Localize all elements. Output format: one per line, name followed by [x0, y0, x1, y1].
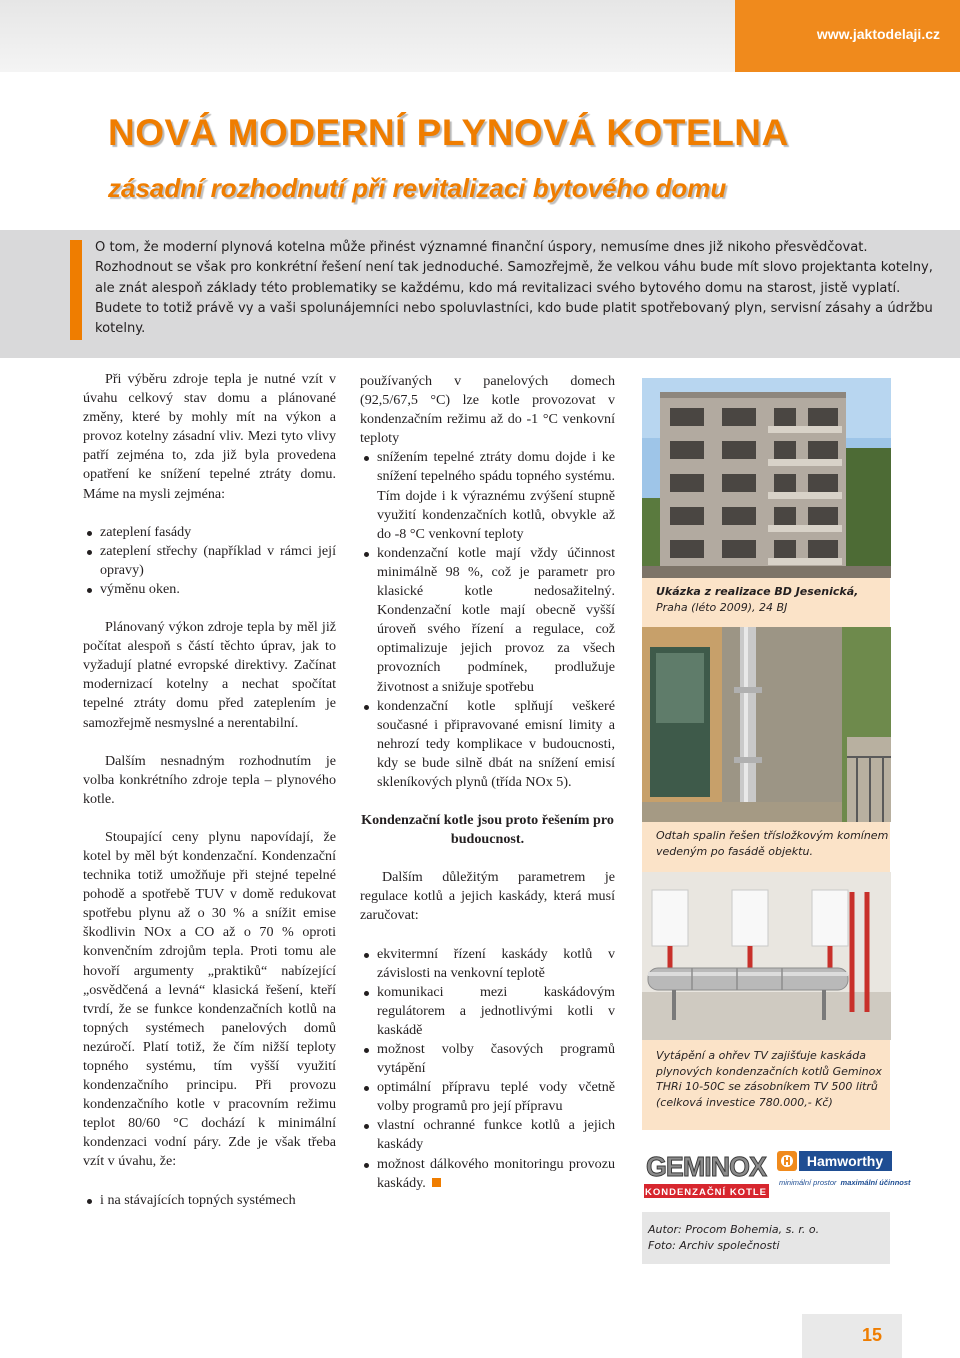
building-photo	[642, 378, 891, 578]
site-url[interactable]: www.jaktodelaji.cz	[816, 26, 940, 42]
list-item	[360, 1155, 615, 1193]
paragraph: Plánovaný výkon zdroje tepla by měl již počítat alespoň s částí těchto úprav, jak to vyžadují platné evropské direktivy. Začínat modernizací kotelny a nechat spočítat tepelné ztráty domu před zateplením je samozřejmě nesmyslné a nerentabilní.	[83, 619, 336, 731]
photo-credit: Foto: Archiv společnosti	[648, 1238, 780, 1252]
hamworthy-tagline-b: maximální účinnost	[840, 1178, 911, 1187]
list-item: i na stávajících topných systémech	[83, 1191, 336, 1210]
paragraph: Dalším nesnadným rozhodnutím je volba konkrétního zdroje tepla – plynového kotle.	[83, 752, 336, 807]
caption-line: Praha (léto 2009), 24 BJ	[656, 600, 788, 614]
boiler-cascade-photo	[642, 872, 891, 1040]
bullet-list	[360, 945, 615, 1193]
svg-text:minimální prostormaximální úči	[779, 1178, 911, 1187]
list-item: vlastní ochranné funkce kotlů a jejich kaskády	[360, 1116, 615, 1154]
list-item: možnost volby časových programů vytápění	[360, 1040, 615, 1078]
paragraph: používaných v panelových domech (92,5/67,5 °C) lze kotle provozovat v kondenzačním režimu až do -1 °C venkovní teploty	[360, 373, 615, 447]
photo-caption-1	[642, 578, 890, 627]
photo-caption-2: Odtah spalin řešen třísložkovým komínem vedeným po fasádě objektu.	[642, 822, 890, 872]
text-column-1	[83, 370, 336, 1229]
paragraph: Stoupající ceny plynu napovídají, že kotel by měl být kondenzační. Kondenzační technika totiž umožňuje při stejné tepelné pohodě a spotřebě TUV v domě redukovat spotřebu plynu až o 30 % a snížit emise škodlivin NOx a CO až o 70 % oproti konvenčním zdrojům tepla. Proti tomu ale hovoří argumenty „praktiků“ nabízející „osvědčená a levná“ klasická řešení, kteří tvrdí, že se funkce kondenzačních kotlů na topných systémech panelových domů nezúročí. Platí totiž, že čím nižší teploty topného systému, tím vyšší využití kondenzačního principu. Při provozu kondenzačního kotle v pracovním režimu teplot 80/60 °C dochází k minimální kondenzaci vodní páry. Zde je však třeba vzít v úvahu, že:	[83, 828, 336, 1170]
list-item: zateplení střechy (například v rámci její opravy)	[83, 542, 336, 580]
author-credit: Autor: Procom Bohemia, s. r. o.	[648, 1223, 820, 1236]
credits-box	[642, 1212, 890, 1264]
geminox-tagline: KONDENZAČNÍ KOTLE	[644, 1187, 768, 1198]
page-number: 15	[861, 1325, 882, 1345]
site-url-tab[interactable]	[735, 0, 960, 72]
geminox-logo	[644, 1140, 769, 1198]
lead-accent-bar	[70, 240, 82, 340]
flue-photo	[642, 627, 891, 822]
bullet-list	[83, 523, 336, 599]
paragraph: Při výběru zdroje tepla je nutné vzít v úvahu celkový stav domu a plánované změny, které by mohly mít na výkon a provoz kotelny zásadní vliv. Mezi tyto vlivy patří zejména to, zda již byla provedena opatření ke snížení tepelné ztráty domu. Máme na mysli zejména:	[83, 371, 336, 502]
list-item: zateplení fasády	[83, 523, 336, 542]
paragraph: Dalším důležitým parametrem je regulace kotlů a jejich kaskády, která musí zaručovat:	[360, 869, 615, 924]
list-item: optimální přípravu teplé vody včetně volby programů pro její přípravu	[360, 1078, 615, 1116]
section-heading: Kondenzační kotle jsou proto řešením pro budoucnost.	[361, 812, 614, 848]
caption-bold-line: Ukázka z realizace BD Jesenická,	[656, 585, 859, 598]
photo-caption-3: Vytápění a ohřev TV zajišťuje kaskáda plynových kondenzačních kotlů Geminox THRi 10-50C se zásobníkem TV 500 litrů (celková investice 780.000,- Kč)	[642, 1040, 890, 1130]
hamworthy-tagline-a: minimální prostor	[779, 1178, 837, 1187]
list-item: kondenzační kotle mají vždy účinnost minimálně 98 %, což je parametr pro klasické kotle nedosažitelný. Kondenzační kotle mají obecně vyšší úroveň svého řízení a regulace, což optimalizuje jejich provoz za všech provozních podmínek, prodlužuje životnost a snižuje spotřebu	[360, 544, 615, 697]
list-item: snížením tepelné ztráty domu dojde i ke snížení tepelného spádu topného systému. Tím dojde i k výraznému zvýšení stupně využití kondenzačních kotlů, obvykle až do -8 °C venkovní teploty	[360, 448, 615, 543]
list-item: kondenzační kotle splňují veškeré současné i připravované emisní limity a nehrozí tedy komplikace v budoucnosti, kdy se bude silně dbát na snížení emisí skleníkových plynů (třída NOx 5).	[360, 697, 615, 792]
geminox-wordmark: GEMINOX	[646, 1151, 768, 1182]
bullet-list	[83, 1191, 336, 1210]
list-item: komunikaci mezi kaskádovým regulátorem a jednotlivými kotli v kaskádě	[360, 983, 615, 1040]
hamworthy-wordmark: Hamworthy	[806, 1153, 884, 1169]
bullet-list	[360, 448, 615, 792]
list-item-text: možnost dálkového monitoringu provozu kaskády.	[377, 1155, 615, 1191]
article-subtitle: zásadní rozhodnutí při revitalizaci bytového domu	[108, 173, 727, 203]
article-title: NOVÁ MODERNÍ PLYNOVÁ KOTELNA	[108, 112, 789, 153]
page-number-box	[802, 1314, 902, 1358]
hamworthy-logo	[777, 1149, 911, 1193]
list-item: výměnu oken.	[83, 580, 336, 599]
text-column-2	[360, 372, 615, 1212]
end-of-article-mark	[432, 1178, 441, 1187]
lead-paragraph: O tom, že moderní plynová kotelna může přinést významné finanční úspory, nemusíme dnes již nikoho přesvědčovat. Rozhodnout se však pro konkrétní řešení není tak jednoduché. Samozřejmě, že velkou váhu bude mít slovo projektanta kotelny, ale znát alespoň základy této problematiky se každému, kdo má revitalizaci svého bytového domu na starost, jistě vyplatí. Budete to totiž právě vy a vaši spolunájemníci nebo spoluvlastníci, kdo bude platit spotřebovaný plyn, servisní zásahy a údržbu kotelny.	[95, 240, 933, 337]
list-item: ekvitermní řízení kaskády kotlů v závislosti na venkovní teplotě	[360, 945, 615, 983]
